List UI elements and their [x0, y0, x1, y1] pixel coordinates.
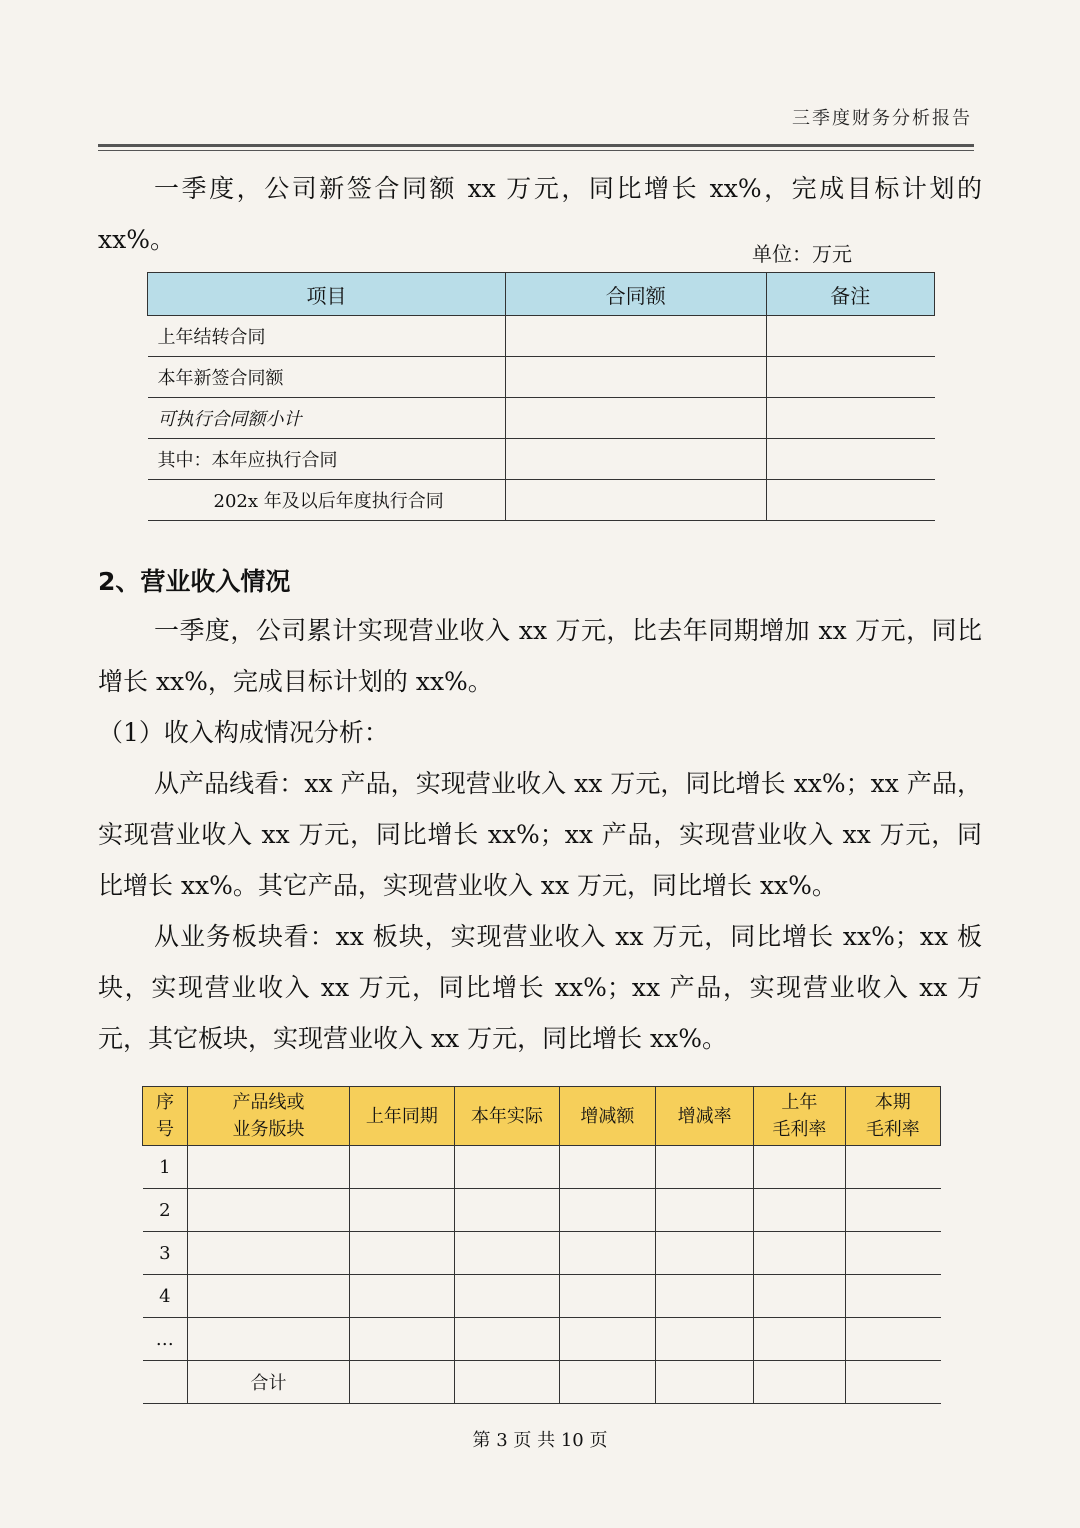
column-header-cur-margin: 本期 毛利率 — [845, 1087, 940, 1146]
cell — [766, 480, 934, 521]
section-title: 2、营业收入情况 — [98, 567, 291, 596]
table-row — [148, 439, 935, 480]
column-header-actual: 本年实际 — [454, 1087, 559, 1146]
page-footer: 第 3 页 共 10 页 — [472, 1430, 608, 1451]
row-label: 202x 年及以后年度执行合同 — [148, 480, 506, 521]
row-seq — [143, 1361, 188, 1404]
revenue-table — [142, 1086, 941, 1404]
row-label: 上年结转合同 — [148, 316, 506, 357]
table-row — [143, 1189, 941, 1232]
row-seq: 3 — [143, 1232, 188, 1275]
row-seq: … — [143, 1318, 188, 1361]
column-header-rate: 增减率 — [656, 1087, 754, 1146]
cell — [766, 357, 934, 398]
table-row — [148, 480, 935, 521]
row-seq: 2 — [143, 1189, 188, 1232]
table-row — [143, 1146, 941, 1189]
table-row — [148, 357, 935, 398]
table-row — [148, 316, 935, 357]
contract-table — [147, 272, 935, 521]
table-row — [143, 1318, 941, 1361]
column-header-seq: 序 号 — [143, 1087, 188, 1146]
table-row — [143, 1275, 941, 1318]
row-seq: 1 — [143, 1146, 188, 1189]
column-header-prev-margin: 上年 毛利率 — [754, 1087, 845, 1146]
business-segment-paragraph: 从业务板块看：xx 板块，实现营业收入 xx 万元，同比增长 xx%；xx 板块，实现营业收入 xx 万元，同比增长 xx%；xx 产品，实现营业收入 xx 万元，其它板块，实现营业收入 xx 万元，同比增长 xx%。 — [98, 922, 982, 1053]
table-header-row — [143, 1087, 941, 1146]
header-rule — [98, 144, 974, 151]
column-header-note: 备注 — [766, 273, 934, 316]
cell — [766, 398, 934, 439]
column-header-amount: 合同额 — [505, 273, 766, 316]
table-row — [148, 398, 935, 439]
cell — [505, 357, 766, 398]
column-header-prev: 上年同期 — [349, 1087, 454, 1146]
row-seq: 4 — [143, 1275, 188, 1318]
column-header-item: 项目 — [148, 273, 506, 316]
cell — [505, 480, 766, 521]
table-row — [143, 1232, 941, 1275]
column-header-product: 产品线或 业务版块 — [188, 1087, 350, 1146]
cell — [505, 398, 766, 439]
page-header-title: 三季度财务分析报告 — [792, 108, 972, 129]
cell — [505, 316, 766, 357]
unit-label: 单位：万元 — [752, 242, 852, 266]
row-label: 其中：本年应执行合同 — [148, 439, 506, 480]
table-total-row — [143, 1361, 941, 1404]
product-line-paragraph: 从产品线看：xx 产品，实现营业收入 xx 万元，同比增长 xx%；xx 产品，实现营业收入 xx 万元，同比增长 xx%；xx 产品，实现营业收入 xx 万元，同比增长 xx%。其它产品，实现营业收入 xx 万元，同比增长 xx%。 — [98, 769, 982, 900]
subheading: （1）收入构成情况分析： — [98, 718, 389, 747]
cell — [766, 316, 934, 357]
revenue-paragraph: 一季度，公司累计实现营业收入 xx 万元，比去年同期增加 xx 万元，同比增长 xx%，完成目标计划的 xx%。 — [98, 616, 982, 696]
cell — [505, 439, 766, 480]
row-label: 可执行合同额小计 — [148, 398, 506, 439]
row-label: 本年新签合同额 — [148, 357, 506, 398]
cell — [766, 439, 934, 480]
total-label: 合计 — [188, 1361, 350, 1404]
contract-paragraph: 一季度，公司新签合同额 xx 万元，同比增长 xx%，完成目标计划的 xx%。 — [98, 174, 982, 254]
table-header-row — [148, 273, 935, 316]
column-header-change: 增减额 — [559, 1087, 655, 1146]
